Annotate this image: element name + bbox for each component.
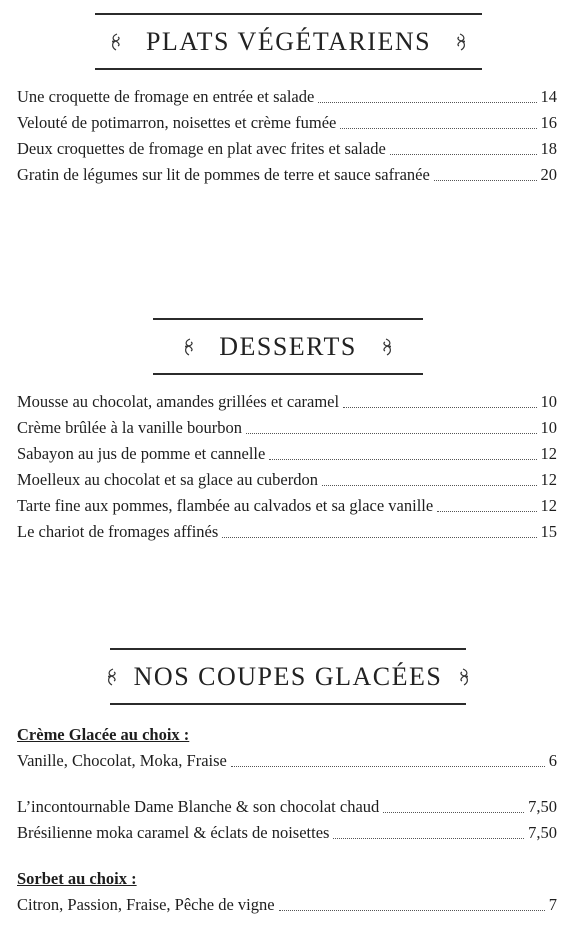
leader-dots bbox=[222, 536, 536, 538]
menu-item bbox=[17, 794, 557, 820]
item-name: Gratin de légumes sur lit de pommes de terre et sauce safranée bbox=[17, 165, 430, 184]
item-name: Sabayon au jus de pomme et cannelle bbox=[17, 444, 266, 463]
leader-dots bbox=[269, 458, 536, 460]
menu-item bbox=[17, 519, 557, 545]
fleuron-left-icon bbox=[104, 667, 120, 687]
menu-item bbox=[17, 136, 557, 162]
menu-item bbox=[17, 748, 557, 774]
leader-dots bbox=[279, 909, 545, 911]
item-name: Mousse au chocolat, amandes grillées et caramel bbox=[17, 392, 340, 411]
item-name: L’incontournable Dame Blanche & son chocolat chaud bbox=[17, 797, 380, 816]
item-name: Deux croquettes de fromage en plat avec frites et salade bbox=[17, 139, 386, 158]
menu-item bbox=[17, 467, 557, 493]
leader-dots bbox=[434, 179, 537, 181]
item-name: Une croquette de fromage en entrée et salade bbox=[17, 87, 315, 106]
item-name: Citron, Passion, Fraise, Pêche de vigne bbox=[17, 895, 275, 914]
creme-glacee-heading: Crème Glacée au choix : bbox=[17, 725, 190, 744]
item-price: 12 bbox=[540, 496, 557, 515]
menu-item bbox=[17, 820, 557, 846]
section-header-desserts bbox=[153, 318, 423, 375]
item-price: 10 bbox=[540, 392, 557, 411]
fleuron-left-icon bbox=[108, 32, 124, 52]
item-price: 14 bbox=[540, 87, 557, 106]
fleuron-right-icon bbox=[456, 667, 472, 687]
item-price: 7,50 bbox=[528, 823, 557, 842]
desserts-list bbox=[17, 389, 557, 545]
item-name: Le chariot de fromages affinés bbox=[17, 522, 219, 541]
leader-dots bbox=[246, 432, 537, 434]
item-price: 7,50 bbox=[528, 797, 557, 816]
sorbet-heading: Sorbet au choix : bbox=[17, 869, 137, 888]
item-price: 18 bbox=[540, 139, 557, 158]
fleuron-right-icon bbox=[379, 337, 395, 357]
item-price: 10 bbox=[540, 418, 557, 437]
item-price: 20 bbox=[540, 165, 557, 184]
item-price: 6 bbox=[548, 751, 557, 770]
section-header-vegetarian bbox=[95, 13, 482, 70]
menu-item bbox=[17, 84, 557, 110]
item-name: Brésilienne moka caramel & éclats de noisettes bbox=[17, 823, 330, 842]
leader-dots bbox=[333, 837, 524, 839]
item-name: Vanille, Chocolat, Moka, Fraise bbox=[17, 751, 227, 770]
leader-dots bbox=[318, 101, 536, 103]
menu-item bbox=[17, 493, 557, 519]
menu-item bbox=[17, 415, 557, 441]
ice-cream-list bbox=[17, 722, 557, 918]
section-title-ice-cream: NOS COUPES GLACÉES bbox=[133, 661, 443, 691]
menu-item bbox=[17, 892, 557, 918]
item-name: Velouté de potimarron, noisettes et crème fumée bbox=[17, 113, 337, 132]
leader-dots bbox=[343, 406, 536, 408]
leader-dots bbox=[437, 510, 536, 512]
item-price: 7 bbox=[548, 895, 557, 914]
item-name: Crème brûlée à la vanille bourbon bbox=[17, 418, 242, 437]
fleuron-right-icon bbox=[453, 32, 469, 52]
leader-dots bbox=[390, 153, 537, 155]
item-price: 16 bbox=[540, 113, 557, 132]
section-title-desserts: DESSERTS bbox=[219, 331, 357, 361]
item-price: 12 bbox=[540, 444, 557, 463]
menu-item bbox=[17, 389, 557, 415]
menu-item bbox=[17, 110, 557, 136]
vegetarian-list bbox=[17, 84, 557, 188]
section-title-vegetarian: PLATS VÉGÉTARIENS bbox=[145, 26, 432, 56]
fleuron-left-icon bbox=[181, 337, 197, 357]
item-price: 12 bbox=[540, 470, 557, 489]
leader-dots bbox=[322, 484, 537, 486]
menu-item bbox=[17, 162, 557, 188]
item-name: Moelleux au chocolat et sa glace au cuberdon bbox=[17, 470, 318, 489]
leader-dots bbox=[340, 127, 536, 129]
leader-dots bbox=[231, 765, 545, 767]
menu-item bbox=[17, 441, 557, 467]
section-header-ice-cream bbox=[110, 648, 466, 705]
item-name: Tarte fine aux pommes, flambée au calvados et sa glace vanille bbox=[17, 496, 434, 515]
item-price: 15 bbox=[540, 522, 557, 541]
leader-dots bbox=[383, 811, 524, 813]
